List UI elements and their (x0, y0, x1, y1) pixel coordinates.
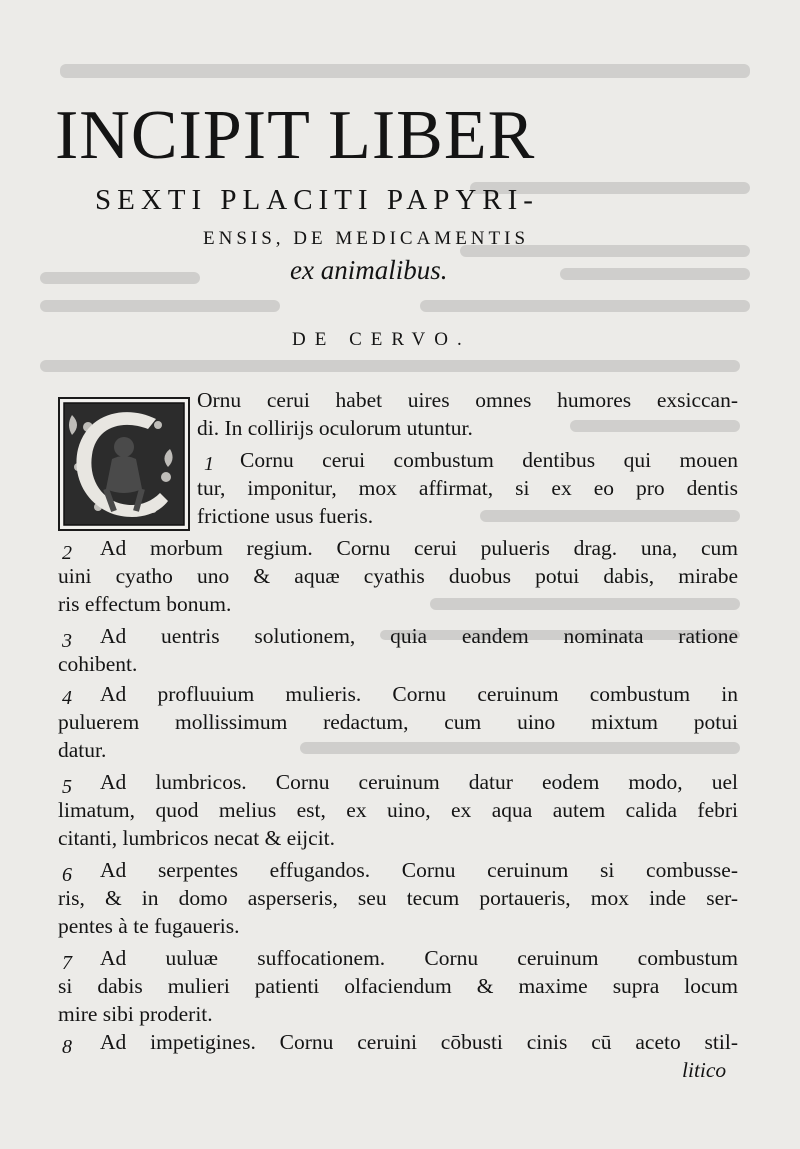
body-line: puluerem mollissimum redactum, cum uino mixtum potui (58, 710, 738, 734)
body-line: Ornu cerui habet uires omnes humores exsiccan- (197, 388, 738, 412)
body-line: di. In collirijs oculorum utuntur. (197, 416, 473, 440)
remedy-number: 3 (62, 630, 72, 652)
catchword: litico (682, 1058, 727, 1082)
body-line: mire sibi proderit. (58, 1002, 213, 1026)
remedy-number: 6 (62, 864, 72, 886)
body-line: si dabis mulieri patienti olfaciendum & maxime supra locum (58, 974, 738, 998)
body-line: Ad impetigines. Cornu ceruini cōbusti cinis cū aceto stil- (100, 1030, 738, 1054)
body-line: Ad uentris solutionem, quia eandem nominata ratione (100, 624, 738, 648)
body-line: Ad uuluæ suffocationem. Cornu ceruinum combustum (100, 946, 738, 970)
body-line: tur, imponitur, mox affirmat, si ex eo pro dentis (197, 476, 738, 500)
remedy-number: 8 (62, 1036, 72, 1058)
remedy-number: 7 (62, 952, 72, 974)
title-line-4: ex animalibus. (290, 255, 448, 285)
body-line: limatum, quod melius est, ex uino, ex aqua autem calida febri (58, 798, 738, 822)
remedy-number: 5 (62, 776, 72, 798)
body-line: cohibent. (58, 652, 138, 676)
body-line: ris, & in domo asperseris, seu tecum portaueris, mox inde ser- (58, 886, 738, 910)
remedy-number: 1 (204, 453, 214, 475)
body-line: pentes à te fugaueris. (58, 914, 240, 938)
body-line: uini cyatho uno & aquæ cyathis duobus potui dabis, mirabe (58, 564, 738, 588)
body-line: Ad lumbricos. Cornu ceruinum datur eodem modo, uel (100, 770, 738, 794)
body-line: Ad morbum regium. Cornu cerui pulueris drag. una, cum (100, 536, 738, 560)
section-heading: DE CERVO. (292, 329, 471, 350)
remedy-number: 2 (62, 542, 72, 564)
body-line: Ad serpentes effugandos. Cornu ceruinum si combusse- (100, 858, 738, 882)
body-line: citanti, lumbricos necat & eijcit. (58, 826, 336, 850)
title-line-1: INCIPIT LIBER (55, 97, 536, 174)
body-line: frictione usus fueris. (197, 504, 374, 528)
title-line-3: ENSIS, DE MEDICAMENTIS (203, 228, 530, 249)
remedy-number: 4 (62, 687, 72, 709)
decorated-initial-c (58, 397, 190, 531)
title-line-2: SEXTI PLACITI PAPYRI- (95, 184, 539, 216)
body-line: datur. (58, 738, 107, 762)
body-line: ris effectum bonum. (58, 592, 232, 616)
body-line: Ad profluuium mulieris. Cornu ceruinum combustum in (100, 682, 738, 706)
body-line: Cornu cerui combustum dentibus qui mouen (240, 448, 738, 472)
